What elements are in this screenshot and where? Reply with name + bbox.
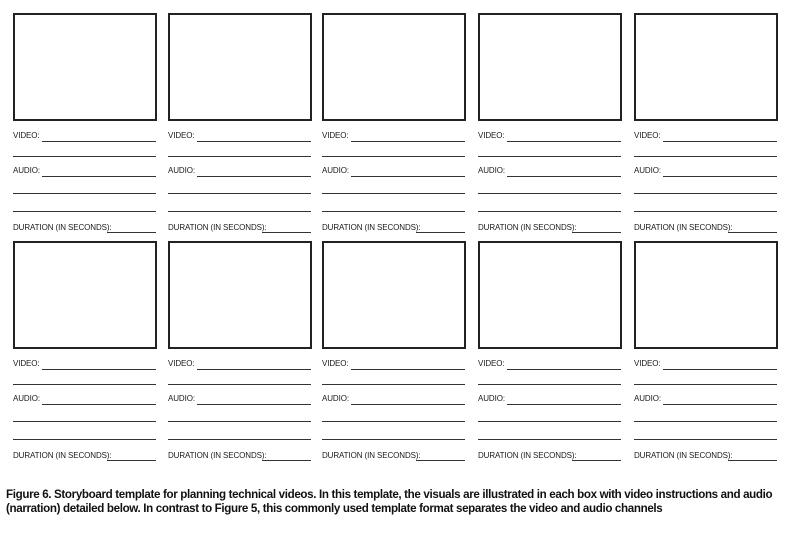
writing-line [107, 232, 156, 233]
writing-line [634, 439, 777, 440]
duration-label: DURATION (IN SECONDS): [478, 223, 577, 232]
writing-line [572, 460, 621, 461]
duration-label: DURATION (IN SECONDS): [13, 451, 112, 460]
writing-line [322, 211, 465, 212]
writing-line [728, 232, 777, 233]
sketch-box [168, 241, 312, 349]
writing-line [13, 193, 156, 194]
sketch-box [634, 13, 778, 121]
writing-line [416, 232, 465, 233]
writing-line [634, 193, 777, 194]
writing-line [634, 421, 777, 422]
figure-caption: Figure 6. Storyboard template for planning technical videos. In this template, the visuals are illustrated in each box with video instructions and audio (narration) detailed below. In contrast to Figure 5, this commonly used template format separates the video and audio channels [6, 488, 773, 515]
sketch-box [478, 13, 622, 121]
video-label: VIDEO: [168, 359, 195, 368]
storyboard-panel [322, 13, 466, 241]
writing-line [197, 176, 311, 177]
writing-line [478, 439, 621, 440]
writing-line [197, 369, 311, 370]
writing-line [634, 156, 777, 157]
writing-line [168, 384, 311, 385]
audio-label: AUDIO: [478, 394, 505, 403]
duration-label: DURATION (IN SECONDS): [168, 451, 267, 460]
audio-label: AUDIO: [634, 394, 661, 403]
writing-line [197, 404, 311, 405]
writing-line [262, 232, 311, 233]
writing-line [478, 156, 621, 157]
writing-line [168, 439, 311, 440]
writing-line [478, 211, 621, 212]
writing-line [42, 404, 156, 405]
writing-line [322, 384, 465, 385]
video-label: VIDEO: [322, 131, 349, 140]
writing-line [13, 156, 156, 157]
writing-line [168, 421, 311, 422]
writing-line [42, 176, 156, 177]
writing-line [478, 193, 621, 194]
sketch-box [168, 13, 312, 121]
writing-line [262, 460, 311, 461]
writing-line [322, 193, 465, 194]
audio-label: AUDIO: [634, 166, 661, 175]
duration-label: DURATION (IN SECONDS): [13, 223, 112, 232]
writing-line [663, 369, 777, 370]
writing-line [351, 141, 465, 142]
writing-line [663, 404, 777, 405]
video-label: VIDEO: [13, 131, 40, 140]
storyboard-panel [13, 241, 157, 469]
writing-line [42, 369, 156, 370]
video-label: VIDEO: [168, 131, 195, 140]
writing-line [13, 384, 156, 385]
audio-label: AUDIO: [168, 394, 195, 403]
writing-line [663, 141, 777, 142]
writing-line [13, 439, 156, 440]
writing-line [351, 176, 465, 177]
duration-label: DURATION (IN SECONDS): [634, 451, 733, 460]
video-label: VIDEO: [478, 359, 505, 368]
sketch-box [13, 13, 157, 121]
storyboard-panel [13, 13, 157, 241]
duration-label: DURATION (IN SECONDS): [634, 223, 733, 232]
audio-label: AUDIO: [168, 166, 195, 175]
writing-line [197, 141, 311, 142]
writing-line [42, 141, 156, 142]
writing-line [507, 369, 621, 370]
writing-line [351, 404, 465, 405]
writing-line [728, 460, 777, 461]
audio-label: AUDIO: [322, 166, 349, 175]
video-label: VIDEO: [322, 359, 349, 368]
audio-label: AUDIO: [13, 394, 40, 403]
duration-label: DURATION (IN SECONDS): [322, 451, 421, 460]
writing-line [478, 384, 621, 385]
duration-label: DURATION (IN SECONDS): [478, 451, 577, 460]
sketch-box [322, 13, 466, 121]
storyboard-panel [634, 241, 778, 469]
sketch-box [322, 241, 466, 349]
audio-label: AUDIO: [322, 394, 349, 403]
writing-line [507, 404, 621, 405]
writing-line [663, 176, 777, 177]
writing-line [351, 369, 465, 370]
writing-line [13, 211, 156, 212]
writing-line [168, 193, 311, 194]
sketch-box [13, 241, 157, 349]
video-label: VIDEO: [478, 131, 505, 140]
writing-line [13, 421, 156, 422]
writing-line [478, 421, 621, 422]
audio-label: AUDIO: [13, 166, 40, 175]
sketch-box [634, 241, 778, 349]
video-label: VIDEO: [634, 131, 661, 140]
writing-line [168, 156, 311, 157]
writing-line [634, 211, 777, 212]
writing-line [322, 439, 465, 440]
storyboard-panel [168, 13, 312, 241]
writing-line [572, 232, 621, 233]
writing-line [634, 384, 777, 385]
sketch-box [478, 241, 622, 349]
writing-line [168, 211, 311, 212]
storyboard-panel [168, 241, 312, 469]
writing-line [322, 421, 465, 422]
writing-line [416, 460, 465, 461]
video-label: VIDEO: [13, 359, 40, 368]
video-label: VIDEO: [634, 359, 661, 368]
writing-line [322, 156, 465, 157]
storyboard-panel [478, 13, 622, 241]
writing-line [507, 176, 621, 177]
storyboard-panel [634, 13, 778, 241]
storyboard-panel [478, 241, 622, 469]
duration-label: DURATION (IN SECONDS): [322, 223, 421, 232]
writing-line [507, 141, 621, 142]
writing-line [107, 460, 156, 461]
duration-label: DURATION (IN SECONDS): [168, 223, 267, 232]
storyboard-panel [322, 241, 466, 469]
audio-label: AUDIO: [478, 166, 505, 175]
